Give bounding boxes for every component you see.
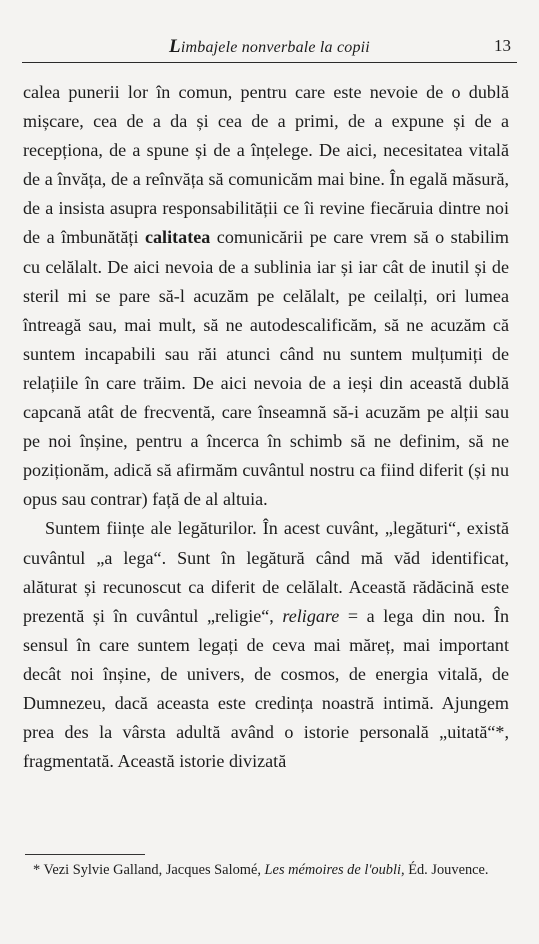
emphasis-bold: calitatea xyxy=(144,227,211,248)
paragraph xyxy=(23,78,509,514)
body-text xyxy=(23,78,509,776)
footnote-text: , Éd. Jouvence. xyxy=(401,862,489,878)
paragraph-text: comunicării pe care vrem să o stabilim cu celălalt. De aici nevoia de a sublinia iar și iar cât de inutil și de steril mi se pare să-l acuzăm pe celălalt, pe ceilalți, ori lumea întreagă sau, mai mult, să ne autodescalificăm, să ne acuzăm că suntem incapabili sau răi atunci când nu suntem mulțumiți de relațiile în care trăim. De aici nevoia de a ieși din această dublă capcană atât de frecventă, care înseamnă să-i acuzăm pe alții sau pe noi înșine, pentru a încerca în schimb să ne definim, să ne poziționăm, adică să afirmăm cuvântul nostru ca fiind diferit (și nu opus sau contrar) față de al altuia. xyxy=(23,227,509,510)
book-title xyxy=(22,36,517,58)
paragraph xyxy=(23,514,509,776)
paragraph-text: calea punerii lor în comun, pentru care este nevoie de o dublă mișcare, cea de a da și cea de a primi, de a expune și de a recepționa, de a spune și de a înțelege. De aici, necesitatea vitală de a învăța, de a reînvăța să comunicăm mai bine. În egală măsură, de a insista asupra responsabilității ce îi revine fiecăruia dintre noi de a îmbunătăți xyxy=(23,82,509,248)
page-number: 13 xyxy=(494,36,511,55)
footnote xyxy=(23,860,509,880)
book-title-text: imbajele nonverbale la copii xyxy=(180,39,370,56)
footnote-divider xyxy=(25,854,145,855)
emphasis-italic: religare xyxy=(282,605,340,626)
footnote-book-title: Les mémoires de l'oubli xyxy=(264,862,401,878)
running-header xyxy=(22,32,517,63)
paragraph-text: Suntem ființe ale legăturilor. În acest cuvânt, „legături“, există cuvântul „a lega“. Sunt în legătură când mă văd identificat, alăturat și recunoscut ca diferit de celălalt. Această rădăcină este prezentă și în cuvântul „religie“, xyxy=(23,518,509,626)
paragraph-text: = a lega din nou. În sensul în care suntem legați de ceva mai măreț, mai important decât noi înșine, de univers, de cosmos, de energia vitală, de Dumnezeu, dacă aceasta este credința noastră intimă. Ajungem prea des la vârsta adultă având o istorie personală „uitată“*, fragmentată. Această istorie divizată xyxy=(23,605,509,772)
footnote-text: * Vezi Sylvie Galland, Jacques Salomé, xyxy=(33,862,265,878)
book-title-initial: L xyxy=(169,36,181,57)
